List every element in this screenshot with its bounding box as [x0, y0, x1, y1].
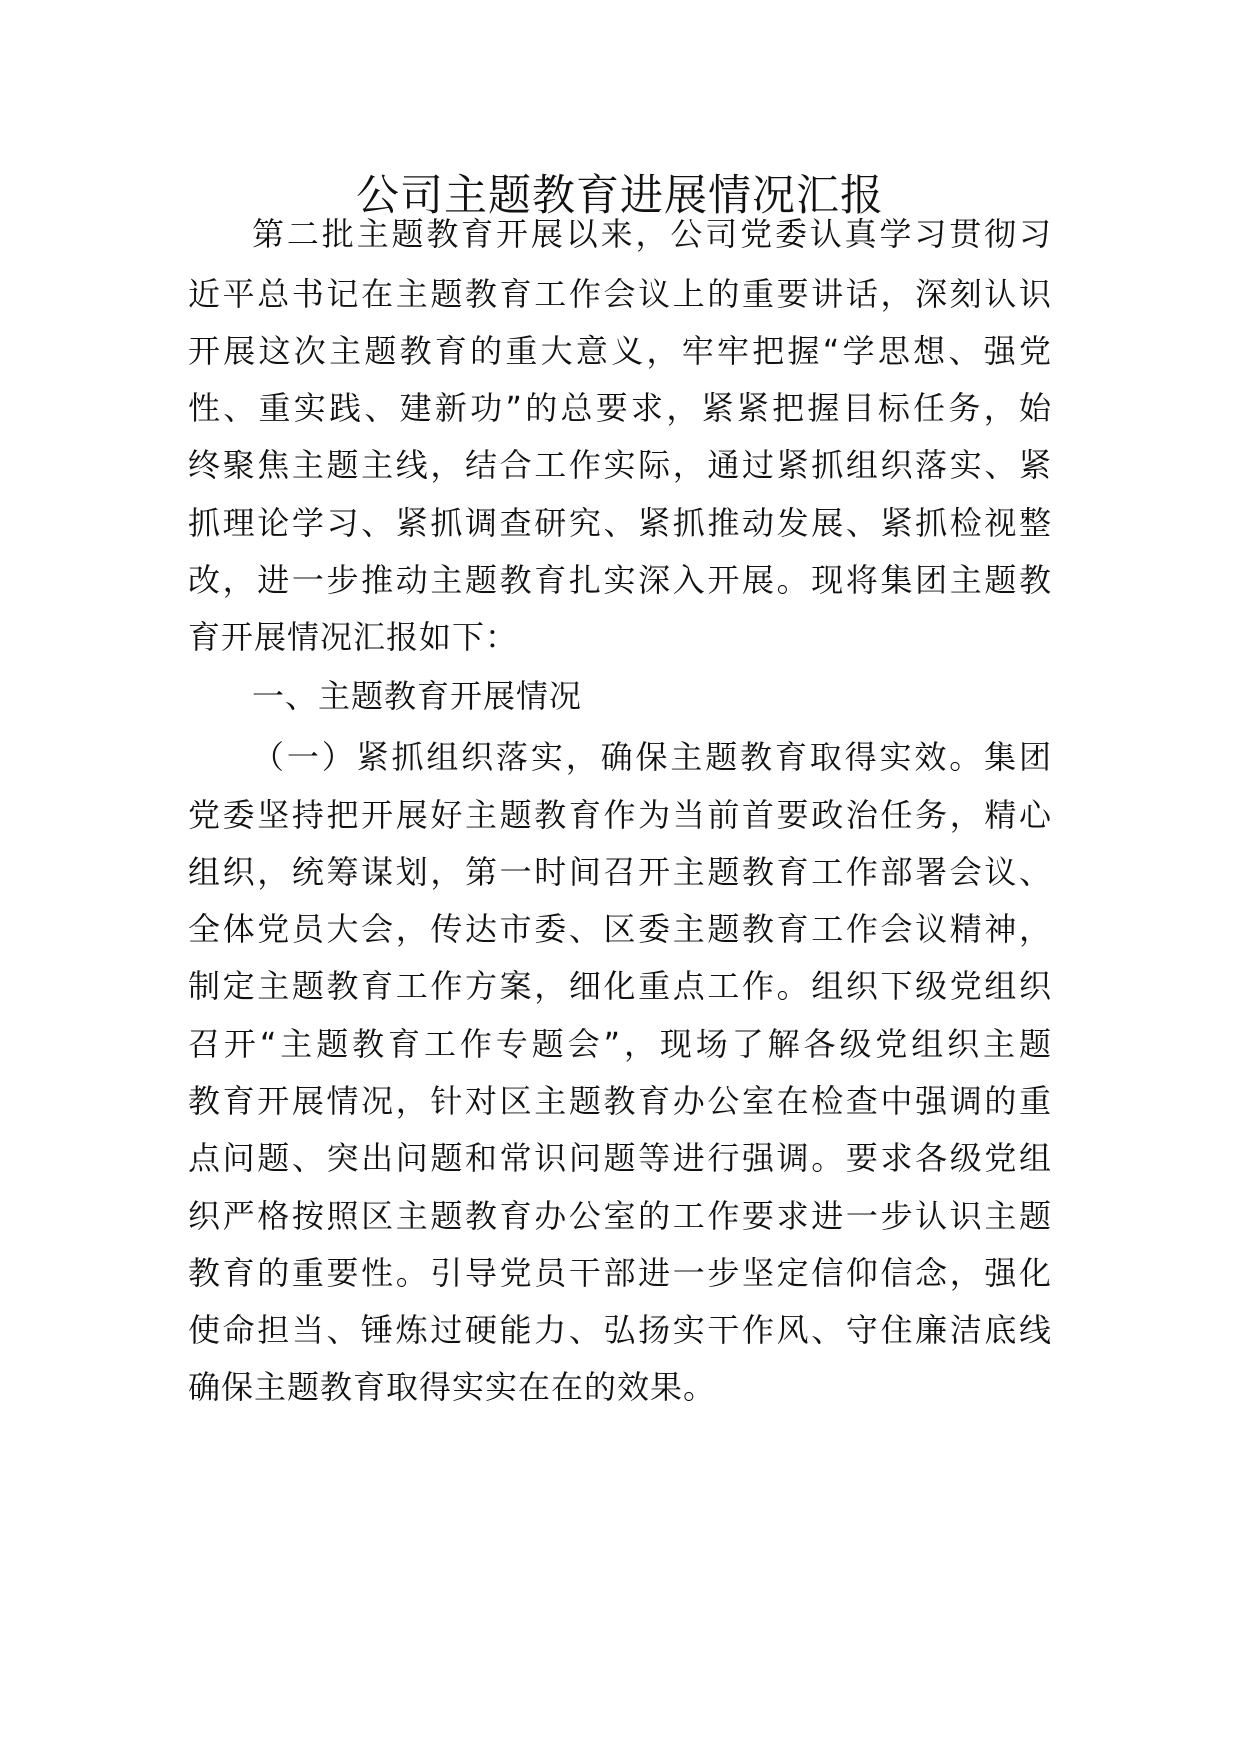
paragraph-1-line-7: 改，进一步推动主题教育扎实深入开展。现将集团主题教	[188, 561, 1052, 599]
paragraph-2-line-10: 教育的重要性。引导党员干部进一步坚定信仰信念，强化	[188, 1254, 1052, 1292]
document-title: 公司主题教育进展情况汇报	[356, 171, 884, 221]
paragraph-1-line-3: 开展这次主题教育的重大意义，牢牢把握“学思想、强党	[188, 332, 1052, 370]
paragraph-1-line-5: 终聚焦主题主线，结合工作实际，通过紧抓组织落实、紧	[188, 446, 1052, 484]
paragraph-1-line-1: 第二批主题教育开展以来，公司党委认真学习贯彻习	[252, 215, 1052, 253]
paragraph-1-line-2: 近平总书记在主题教育工作会议上的重要讲话，深刻认识	[188, 275, 1052, 313]
section-heading: 一、主题教育开展情况	[252, 677, 583, 715]
paragraph-2-line-6: 召开“主题教育工作专题会”，现场了解各级党组织主题	[188, 1025, 1052, 1063]
paragraph-2-line-2: 党委坚持把开展好主题教育作为当前首要政治任务，精心	[188, 796, 1052, 834]
paragraph-1-line-8: 育开展情况汇报如下：	[188, 618, 519, 656]
paragraph-1-line-4: 性、重实践、建新功”的总要求，紧紧把握目标任务，始	[188, 389, 1052, 427]
paragraph-2-line-7: 教育开展情况，针对区主题教育办公室在检查中强调的重	[188, 1082, 1052, 1120]
paragraph-2-line-1: （一）紧抓组织落实，确保主题教育取得实效。集团	[252, 738, 1052, 776]
paragraph-2-line-9: 织严格按照区主题教育办公室的工作要求进一步认识主题	[188, 1197, 1052, 1235]
paragraph-2-line-12: 确保主题教育取得实实在在的效果。	[188, 1368, 717, 1406]
paragraph-1-line-6: 抓理论学习、紧抓调查研究、紧抓推动发展、紧抓检视整	[188, 504, 1052, 542]
paragraph-2-line-8: 点问题、突出问题和常识问题等进行强调。要求各级党组	[188, 1139, 1052, 1177]
paragraph-2-line-4: 全体党员大会，传达市委、区委主题教育工作会议精神，	[188, 910, 1052, 948]
paragraph-2-line-3: 组织，统筹谋划，第一时间召开主题教育工作部署会议、	[188, 853, 1052, 891]
paragraph-2-line-11: 使命担当、锤炼过硬能力、弘扬实干作风、守住廉洁底线	[188, 1311, 1052, 1349]
paragraph-2-line-5: 制定主题教育工作方案，细化重点工作。组织下级党组织	[188, 967, 1052, 1005]
